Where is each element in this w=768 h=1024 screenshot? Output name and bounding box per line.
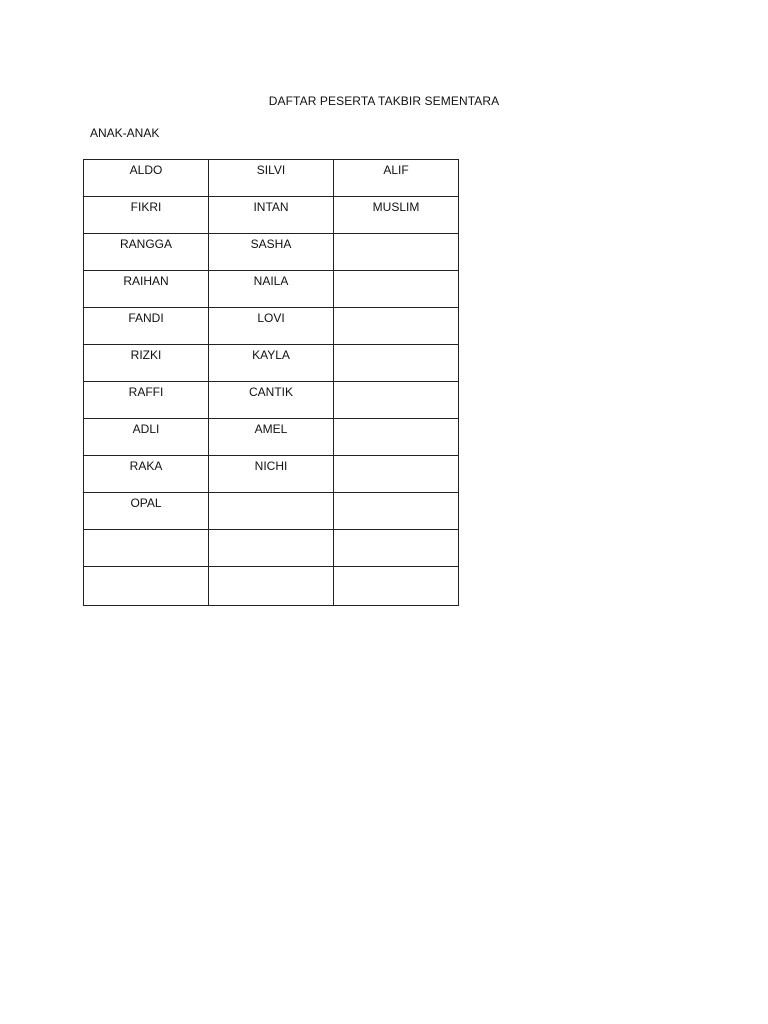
cell-text: CANTIK [248, 385, 293, 399]
table-cell [334, 308, 459, 345]
table-cell [209, 234, 334, 271]
table-cell [209, 530, 334, 567]
table-cell [334, 530, 459, 567]
cell-text: ALIF [383, 163, 409, 177]
table-row [84, 345, 459, 382]
table-row [84, 493, 459, 530]
table-cell [334, 419, 459, 456]
table-row [84, 271, 459, 308]
table-cell [84, 160, 209, 197]
cell-text: INTAN [253, 200, 289, 214]
table-cell [84, 308, 209, 345]
table-row [84, 160, 459, 197]
table-cell [209, 345, 334, 382]
table-cell [209, 271, 334, 308]
table-cell [84, 234, 209, 271]
table-cell [84, 530, 209, 567]
table-row [84, 567, 459, 606]
table-cell [209, 382, 334, 419]
cell-text: RIZKI [130, 348, 162, 362]
table-cell [209, 567, 334, 606]
cell-text: LOVI [257, 311, 285, 325]
table-cell [334, 160, 459, 197]
cell-text: FANDI [128, 311, 164, 325]
table-cell [84, 419, 209, 456]
table-row [84, 419, 459, 456]
table-cell [84, 493, 209, 530]
cell-text: ADLI [132, 422, 160, 436]
table-row [84, 456, 459, 493]
table-row [84, 197, 459, 234]
table-cell [84, 567, 209, 606]
table-cell [334, 456, 459, 493]
table-cell [334, 382, 459, 419]
cell-text: KAYLA [252, 348, 290, 362]
table-row [84, 382, 459, 419]
table-cell [334, 345, 459, 382]
table-cell [84, 197, 209, 234]
cell-text: AMEL [254, 422, 288, 436]
participant-table [83, 159, 459, 606]
table-cell [334, 493, 459, 530]
cell-text: FIKRI [130, 200, 162, 214]
cell-text: SILVI [256, 163, 286, 177]
cell-text: NAILA [253, 274, 289, 288]
cell-text: MUSLIM [372, 200, 420, 214]
cell-text: RANGGA [119, 237, 172, 251]
table-cell [334, 197, 459, 234]
table-row [84, 530, 459, 567]
cell-text: RAKA [129, 459, 163, 473]
table-cell [84, 456, 209, 493]
cell-text: NICHI [254, 459, 288, 473]
table-cell [209, 160, 334, 197]
page-title: DAFTAR PESERTA TAKBIR SEMENTARA [268, 94, 500, 108]
table-row [84, 234, 459, 271]
table-cell [334, 271, 459, 308]
cell-text: SASHA [250, 237, 292, 251]
cell-text: RAFFI [128, 385, 164, 399]
table-cell [209, 308, 334, 345]
table-cell [209, 456, 334, 493]
table-cell [209, 419, 334, 456]
cell-text: OPAL [130, 496, 162, 510]
table-cell [84, 382, 209, 419]
section-label: ANAK-ANAK [90, 126, 160, 140]
table-cell [84, 271, 209, 308]
table-row [84, 308, 459, 345]
table-cell [209, 493, 334, 530]
cell-text: RAIHAN [123, 274, 169, 288]
table-cell [334, 567, 459, 606]
table-cell [209, 197, 334, 234]
table-cell [84, 345, 209, 382]
cell-text: ALDO [129, 163, 163, 177]
table-cell [334, 234, 459, 271]
